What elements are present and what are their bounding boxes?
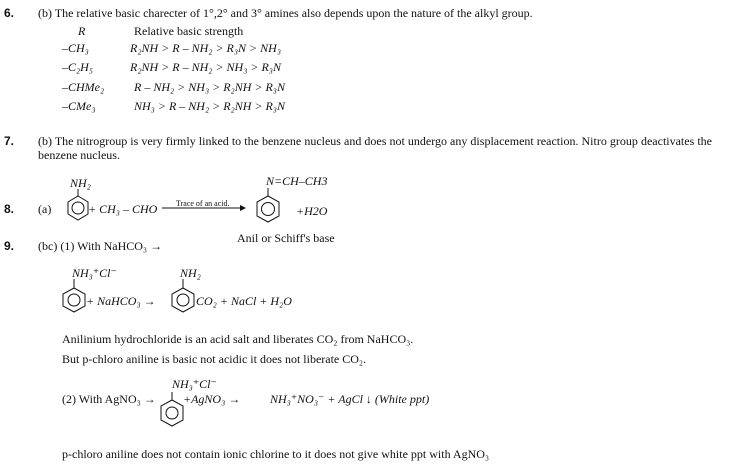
q9-part2-ring-icon <box>161 400 183 426</box>
q6-column-r: R <box>78 24 86 38</box>
q9-part2-reagent: +AgNO₃ → <box>183 392 241 406</box>
q9-part2-products: NH₃⁺NO₃⁻ + AgCl ↓ (White ppt) <box>270 392 430 406</box>
q8-caption: Anil or Schiff's base <box>237 231 335 245</box>
q6-row-3-order: R – NH₂ > NH₃ > R₂NH > R₃N <box>134 80 285 94</box>
q9-anilinium-ring-icon <box>63 288 85 312</box>
q6-row-1-r: –CH₃ <box>62 41 89 55</box>
q9-part2-label: (2) With AgNO₃ → <box>62 392 156 406</box>
q6-row-2-r: –C₂H₅ <box>62 60 94 74</box>
q9-aniline-ring-icon <box>172 288 194 312</box>
question-number-8: 8. <box>4 202 15 216</box>
q6-column-strength: Relative basic strength <box>134 24 244 38</box>
q9-explanation-2: But p-chloro aniline is basic not acidic it does not liberate CO₂. <box>62 352 367 366</box>
q6-row-4-order: NH₃ > R – NH₂ > R₂NH > R₃N <box>134 99 285 113</box>
q8-catalyst: Trace of an acid. <box>176 199 230 208</box>
question-number-9: 9. <box>4 239 15 253</box>
q9-part2-salt: NH₃⁺Cl⁻ <box>172 377 217 391</box>
q6-row-3-r: –CHMe₂ <box>62 80 105 94</box>
q8-nh2-label: NH₂ <box>70 176 91 190</box>
q6-row-1-order: R₂NH > R – NH₂ > R₃N > NH₃ <box>130 41 281 55</box>
question-number-7: 7. <box>4 134 15 148</box>
q9-nh2-label: NH₂ <box>180 266 201 280</box>
q6-row-2-order: R₂NH > R – NH₂ > NH₃ > R₃N <box>130 60 281 74</box>
q8-water: +H2O <box>296 204 328 218</box>
q9-reactant: + NaHCO₃ → <box>86 294 156 308</box>
q6-row-4-r: –CMe₃ <box>62 99 96 113</box>
q9-heading: (bc) (1) With NaHCO₃ → <box>38 239 163 253</box>
q9-products: CO₂ + NaCl + H₂O <box>196 294 292 308</box>
q8-reagent: + CH₃ – CHO <box>88 202 158 216</box>
question-number-6: 6. <box>4 6 15 20</box>
q8-product-label: N=CH–CH3 <box>266 174 328 188</box>
q9-salt-label: NH₃⁺Cl⁻ <box>72 266 117 280</box>
q9-final-statement: p-chloro aniline does not contain ionic chlorine to it does not give white ppt with AgNO₃ <box>62 447 490 461</box>
q9-explanation-1: Anilinium hydrochloride is an acid salt and liberates CO₂ from NaHCO₃. <box>62 332 414 346</box>
q8-part-label: (a) <box>38 202 52 216</box>
q6-statement: (b) The relative basic charecter of 1°,2° and 3° amines also depends upon the nature of the alkyl group. <box>38 6 533 20</box>
q7-statement: (b) The nitrogroup is very firmly linked to the benzene nucleus and does not undergo any displacement reaction. Nitro group deactivates the benzene nucleus. <box>38 134 712 162</box>
